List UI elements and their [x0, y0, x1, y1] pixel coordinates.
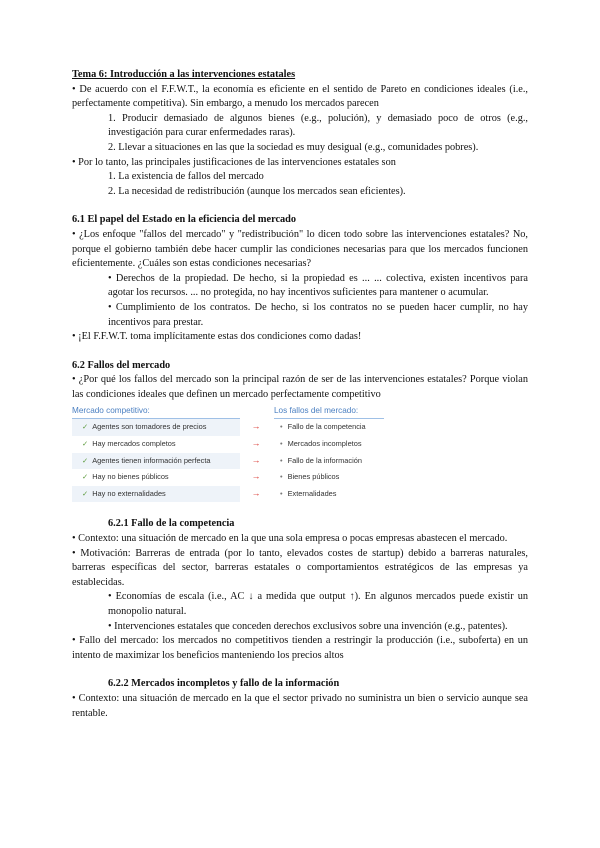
section-6-1-bullet: • Derechos de la propiedad. De hecho, si la propiedad es ... ... colectiva, existen incentivos para agotar los recursos. ... no protegida, no hay incentivos suficientes para mantener o acumular. [108, 272, 528, 299]
condition-row: ✓ Hay mercados completos [82, 439, 176, 449]
intro-paragraph-2: • Por lo tanto, las principales justificaciones de las intervenciones estatales son [72, 156, 396, 168]
section-6-2-1-failure: • Fallo del mercado: los mercados no competitivos tienden a restringir la producción (i.e., suboferta) en un intento de maximizar los beneficios manteniendo los precios altos [72, 635, 528, 661]
arrow-right-icon: → [251, 454, 261, 465]
section-6-1-conclusion: • ¡El F.F.W.T. toma implícitamente estas dos condiciones como dadas! [72, 331, 362, 343]
section-6-2-paragraph: • ¿Por qué los fallos del mercado son la principal razón de ser de las intervenciones estatales? Porque violan las condiciones ideales que definen un mercado perfectamente competitivo [72, 374, 528, 400]
failure-row: • Bienes públicos [280, 472, 340, 482]
section-heading-6-2: 6.2 Fallos del mercado [72, 359, 171, 371]
document-page [72, 68, 528, 721]
intro-list-item: 1. La existencia de fallos del mercado [108, 171, 264, 183]
arrow-right-icon: → [251, 471, 261, 482]
failure-row: • Externalidades [280, 488, 337, 498]
check-icon: ✓ [82, 488, 89, 498]
section-6-2-2-context: • Contexto: una situación de mercado en la que el sector privado no suministra un bien o servicio aunque sea rentable. [72, 693, 528, 719]
section-heading-6-1: 6.1 El papel del Estado en la eficiencia del mercado [72, 214, 297, 226]
failure-row: • Mercados incompletos [280, 439, 362, 449]
condition-row: ✓ Agentes son tomadores de precios [72, 419, 240, 436]
arrow-column [246, 418, 266, 501]
competitive-market-column [72, 405, 240, 502]
arrow-right-icon: → [251, 438, 261, 449]
bullet-icon: • [280, 455, 283, 465]
bullet-icon: • [280, 439, 283, 449]
page-title: Tema 6: Introducción a las intervenciones estatales [72, 69, 296, 80]
arrow-right-icon: → [251, 421, 261, 432]
arrow-right-icon: → [251, 487, 261, 498]
condition-row: ✓ Hay no bienes públicos [82, 472, 169, 482]
market-failures-column [274, 405, 384, 502]
failure-row: • Fallo de la información [280, 455, 362, 465]
bullet-icon: • [280, 488, 283, 498]
bullet-icon: • [280, 422, 283, 432]
check-icon: ✓ [82, 422, 89, 432]
intro-list-item: 2. La necesidad de redistribución (aunque los mercados sean eficientes). [108, 185, 406, 197]
failure-row: • Fallo de la competencia [280, 422, 366, 432]
section-6-1-paragraph: • ¿Los enfoque "fallos del mercado" y "redistribución" lo dicen todo sobre las intervenciones estatales? No, porque el gobierno también debe hacer cumplir las condiciones necesarias para que los mercados funcionen eficientemente. ¿Cuáles son estas condiciones necesarias? [72, 228, 528, 270]
section-6-2-1-motivation: • Motivación: Barreras de entrada (por lo tanto, elevados costes de startup) debido a barreras naturales, barreras específicas del sector, barreras estatales o comportamientos estratégicos de las empresas ya establecidas. [72, 547, 528, 588]
section-heading-6-2-2: 6.2.2 Mercados incompletos y fallo de la información [108, 678, 340, 690]
check-icon: ✓ [82, 455, 89, 465]
section-heading-6-2-1: 6.2.1 Fallo de la competencia [108, 518, 235, 530]
condition-row: ✓ Agentes tienen información perfecta [72, 453, 240, 470]
check-icon: ✓ [82, 439, 89, 449]
competitive-market-title: Mercado competitivo: [72, 405, 240, 419]
market-failure-table [72, 405, 528, 503]
intro-list-item: 1. Producir demasiado de algunos bienes (e.g., polución), y demasiado poco de otros (e.g., investigación para curar enfermedades raras). [108, 112, 528, 139]
check-icon: ✓ [82, 472, 89, 482]
market-failures-title: Los fallos del mercado: [274, 405, 384, 419]
section-6-2-1-bullet: • Intervenciones estatales que conceden derechos exclusivos sobre una invención (e.g., patentes). [108, 620, 508, 632]
intro-paragraph-1: • De acuerdo con el F.F.W.T., la economía es eficiente en el sentido de Pareto en condiciones ideales (i.e., perfectamente competitiva). Sin embargo, a menudo los mercados parecen [72, 83, 528, 110]
section-6-2-1-context: • Contexto: una situación de mercado en la que una sola empresa o pocas empresas abastecen el mercado. [72, 533, 508, 545]
section-6-1-bullet: • Cumplimiento de los contratos. De hecho, si los contratos no se pueden hacer cumplir, no hay incentivos para prestar. [108, 301, 528, 328]
condition-row: ✓ Hay no externalidades [72, 486, 240, 503]
intro-list-item: 2. Llevar a situaciones en las que la sociedad es muy desigual (e.g., comunidades pobres). [108, 141, 479, 153]
section-6-2-1-bullet: • Economías de escala (i.e., AC ↓ a medida que output ↑). En algunos mercados puede existir un monopolio natural. [108, 591, 528, 618]
bullet-icon: • [280, 472, 283, 482]
